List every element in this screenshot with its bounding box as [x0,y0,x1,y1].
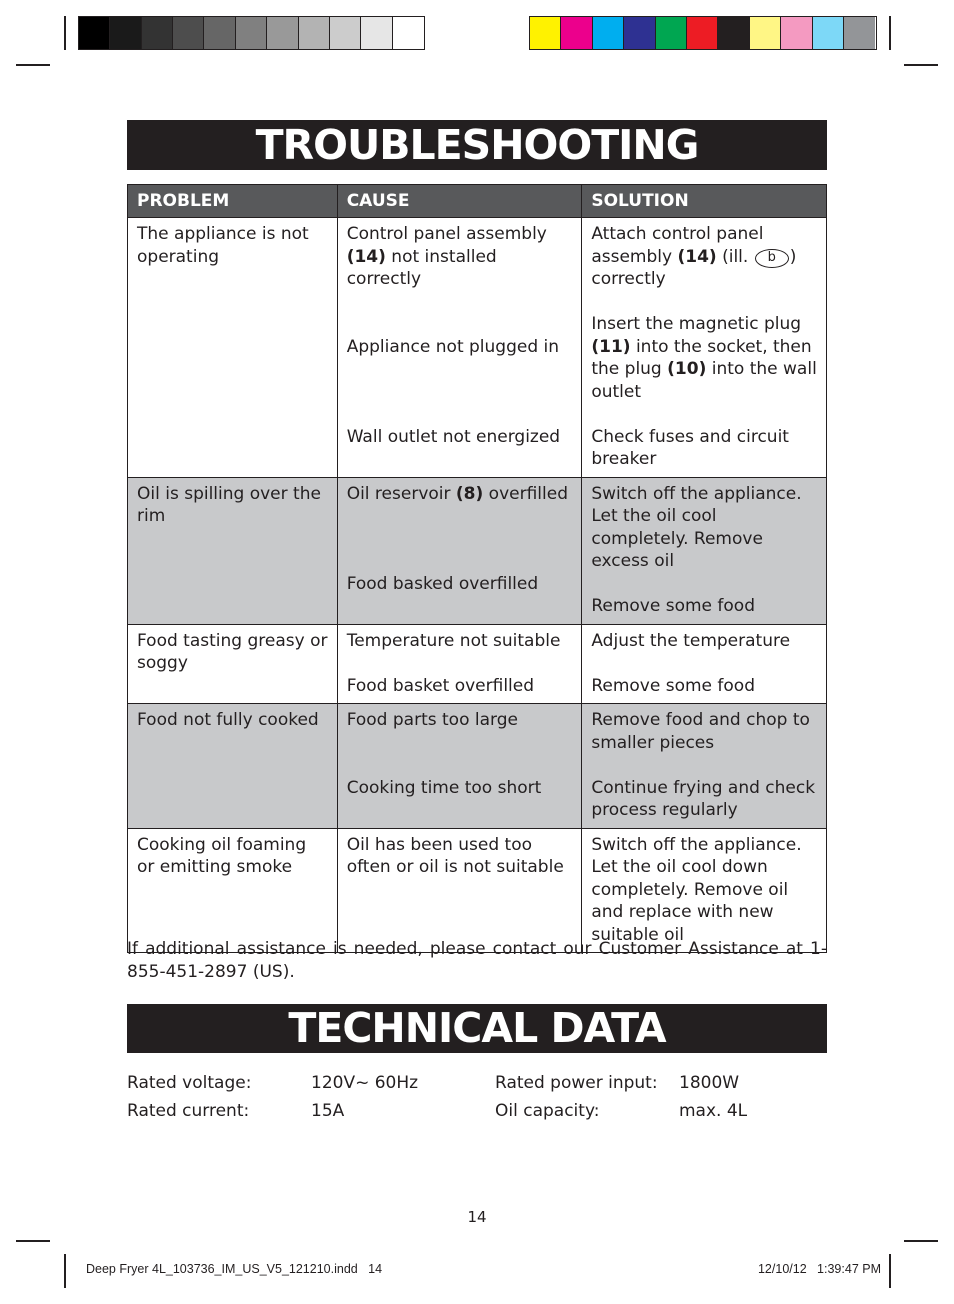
crop-mark [16,64,50,66]
rated-current-label: Rated current: [127,1101,250,1121]
troubleshooting-table [127,184,827,953]
crop-mark [889,1254,891,1288]
crop-mark [16,1240,50,1242]
cause-text: Appliance not plugged in [346,336,560,357]
cause-text: Control panel assembly (14) not installed correctly [346,224,547,289]
color-swatch [561,17,592,49]
solution-cell [582,828,827,953]
table-row [128,477,827,624]
color-swatch [361,17,392,49]
problem-text: Food not fully cooked [137,710,319,730]
rated-voltage-label: Rated voltage: [127,1073,252,1093]
solution-text: Switch off the appliance. Let the oil cool completely. Remove excess oil [591,483,802,571]
color-swatch [624,17,655,49]
solution-text: Check fuses and circuit breaker [591,426,789,469]
table-row [128,704,827,829]
rated-power-label: Rated power input: [495,1073,658,1093]
color-swatch [781,17,812,49]
color-swatch [236,17,267,49]
solution-cell [582,218,827,478]
cause-text: Temperature not suitable [346,630,561,651]
header-problem: PROBLEM [128,185,338,218]
cause-text: Oil reservoir (8) overfilled [346,483,568,504]
color-swatch [687,17,718,49]
cause-cell [337,828,582,953]
color-swatch [79,17,110,49]
solution-text: Switch off the appliance. Let the oil cool down completely. Remove oil and replace with new suitable oil [591,834,802,945]
color-swatch [393,17,424,49]
problem-text: Cooking oil foaming or emitting smoke [137,834,307,877]
rated-voltage-value: 120V~ 60Hz [311,1073,419,1093]
problem-cell [128,477,338,624]
tech-values-left [311,1069,418,1125]
color-swatch [530,17,561,49]
color-swatch [593,17,624,49]
problem-cell [128,704,338,829]
tech-values-right [679,1069,747,1125]
troubleshooting-title: TROUBLESHOOTING [127,120,827,170]
cause-text: Food basked overfilled [346,573,539,594]
color-swatch [718,17,749,49]
problem-text: The appliance is not operating [137,224,309,267]
solution-text: Remove some food [591,675,755,696]
color-swatch [267,17,298,49]
technical-data-title: TECHNICAL DATA [127,1004,827,1053]
table-row [128,218,827,478]
cause-cell [337,704,582,829]
color-swatch [299,17,330,49]
cause-text: Food parts too large [346,710,518,730]
solution-text: Remove some food [591,596,755,616]
color-swatch [173,17,204,49]
cause-text: Wall outlet not energized [346,426,561,447]
illustration-ref-badge: b [755,249,789,268]
table-header-row [128,185,827,218]
solution-text: Adjust the temperature [591,630,791,651]
crop-mark [64,16,66,50]
crop-mark [889,16,891,50]
cause-text: Oil has been used too often or oil is not suitable [346,834,564,877]
problem-cell [128,624,338,704]
crop-mark [904,64,938,66]
solution-cell [582,624,827,704]
solution-text: Continue frying and check process regularly [591,777,816,820]
solution-text: Attach control panel assembly (14) (ill. b ) correctly [591,224,797,289]
cause-cell [337,218,582,478]
page-number: 14 [467,1208,487,1226]
problem-cell [128,218,338,478]
oil-capacity-label: Oil capacity: [495,1101,600,1121]
color-swatch [656,17,687,49]
tech-labels-left [127,1069,251,1125]
color-swatch [204,17,235,49]
table-row [128,828,827,953]
problem-text: Food tasting greasy or soggy [137,630,328,673]
oil-capacity-value: max. 4L [679,1101,748,1121]
header-cause: CAUSE [337,185,582,218]
cause-cell [337,477,582,624]
crop-mark [64,1254,66,1288]
footer-filename: Deep Fryer 4L_103736_IM_US_V5_121210.indd 14 [86,1262,383,1276]
process-color-bar [529,16,877,50]
color-swatch [813,17,844,49]
header-solution: SOLUTION [582,185,827,218]
footer-timestamp: 12/10/12 1:39:47 PM [757,1262,881,1276]
table-row [128,624,827,704]
crop-mark [904,1240,938,1242]
assistance-note: If additional assistance is needed, please contact our Customer Assistance at 1-855-451-2897 (US). [127,939,827,982]
solution-text: Remove food and chop to smaller pieces [591,710,810,753]
solution-cell [582,704,827,829]
solution-cell [582,477,827,624]
cause-cell [337,624,582,704]
rated-power-value: 1800W [679,1073,740,1093]
color-swatch [142,17,173,49]
cause-text: Cooking time too short [346,777,542,798]
cause-text: Food basket overfilled [346,675,535,696]
color-swatch [330,17,361,49]
rated-current-value: 15A [311,1101,345,1121]
problem-cell [128,828,338,953]
color-swatch [750,17,781,49]
tech-labels-right [495,1069,658,1125]
grayscale-color-bar [78,16,425,50]
color-swatch [844,17,875,49]
color-swatch [110,17,141,49]
solution-text: Insert the magnetic plug (11) into the socket, then the plug (10) into the wall outlet [591,314,817,402]
problem-text: Oil is spilling over the rim [137,483,321,526]
